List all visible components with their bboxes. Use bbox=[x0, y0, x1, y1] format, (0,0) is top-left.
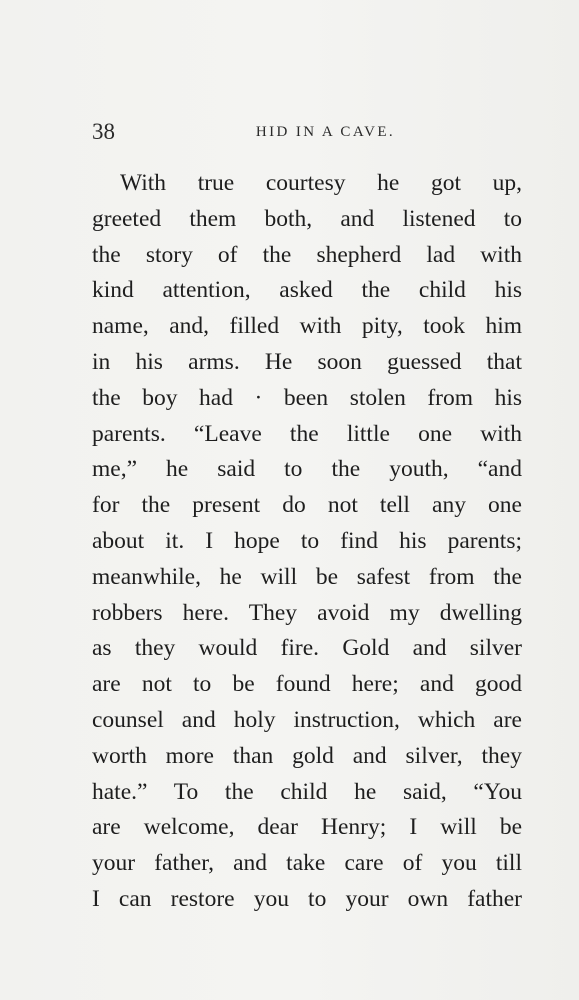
text-line: greeted them both, and listened to bbox=[92, 205, 522, 232]
text-line: worth more than gold and silver, they bbox=[92, 742, 522, 769]
text-line: robbers here. They avoid my dwelling bbox=[92, 599, 522, 626]
text-line: With true courtesy he got up, bbox=[120, 170, 522, 196]
text-line: meanwhile, he will be safest from the bbox=[92, 563, 522, 590]
text-line: kind attention, asked the child his bbox=[92, 277, 522, 304]
text-line: the boy had · been stolen from his bbox=[92, 384, 522, 411]
text-line: about it. I hope to find his parents; bbox=[92, 527, 522, 554]
text-line: in his arms. He soon guessed that bbox=[92, 348, 522, 375]
text-line: are welcome, dear Henry; I will be bbox=[92, 814, 522, 841]
text-line: counsel and holy instruction, which are bbox=[92, 706, 522, 733]
text-line: for the present do not tell any one bbox=[92, 492, 522, 519]
page-header bbox=[92, 118, 522, 146]
body-text bbox=[92, 166, 522, 918]
page-number: 38 bbox=[92, 119, 115, 144]
text-line: your father, and take care of you till bbox=[92, 850, 522, 877]
text-line: name, and, filled with pity, took him bbox=[92, 313, 522, 340]
text-line: are not to be found here; and good bbox=[92, 671, 522, 698]
text-line: I can restore you to your own father bbox=[92, 885, 522, 912]
text-line: me,” he said to the youth, “and bbox=[92, 456, 522, 483]
text-line: parents. “Leave the little one with bbox=[92, 420, 522, 447]
text-line: as they would fire. Gold and silver bbox=[92, 635, 522, 662]
running-head: HID IN A CAVE. bbox=[255, 124, 396, 140]
text-line: the story of the shepherd lad with bbox=[92, 241, 522, 268]
text-line: hate.” To the child he said, “You bbox=[92, 778, 522, 805]
